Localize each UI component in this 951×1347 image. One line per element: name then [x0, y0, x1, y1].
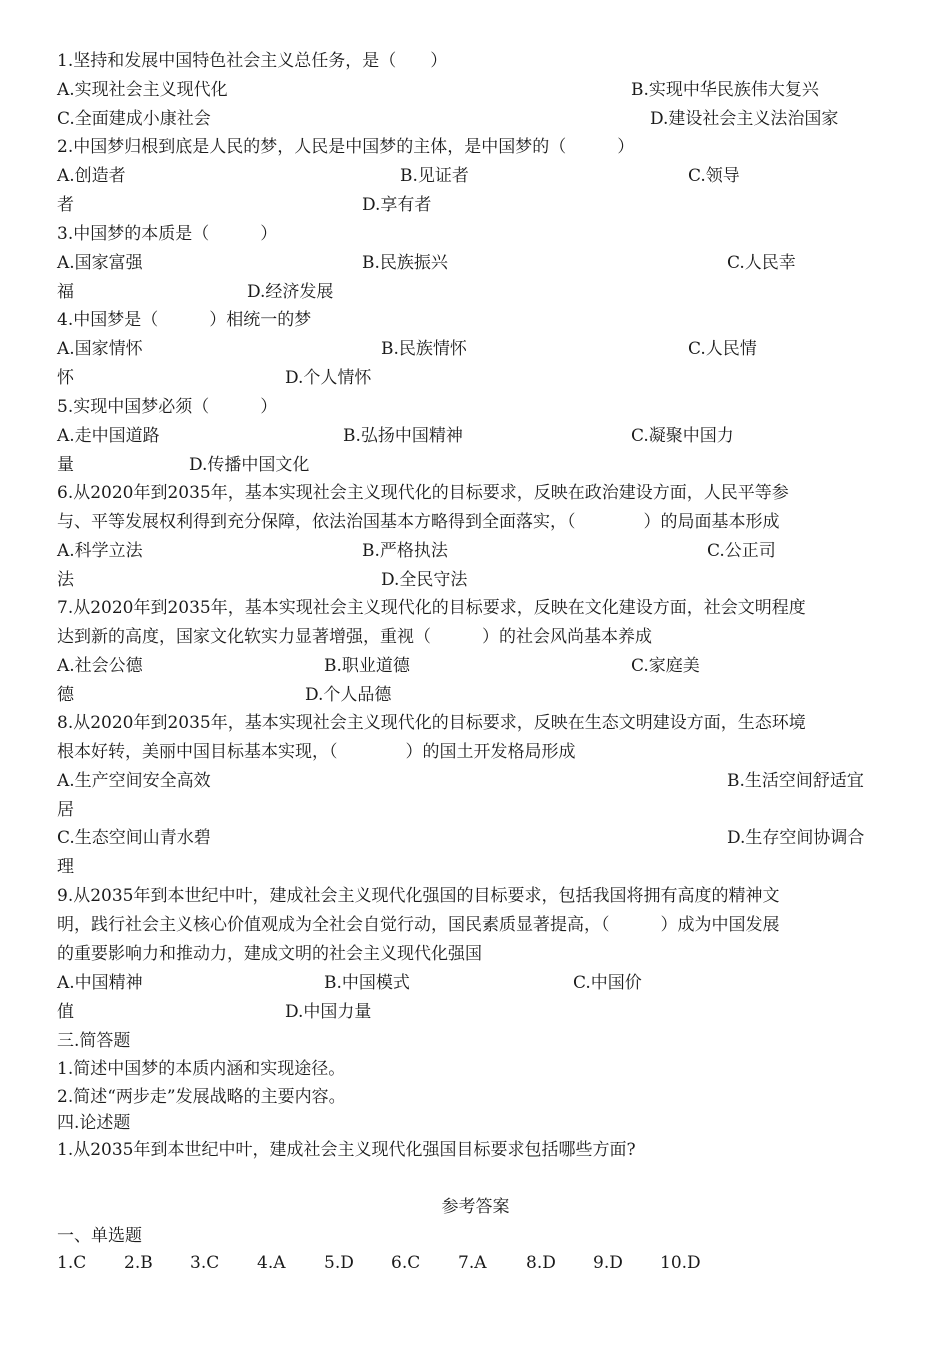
question-6-option-d: D.全民守法 — [381, 570, 468, 590]
answer-item: 10.D — [660, 1253, 701, 1273]
question-4-stem: 4.中国梦是（ ）相统一的梦 — [57, 310, 312, 330]
question-8-option-a: A.生产空间安全高效 — [57, 771, 211, 791]
question-7-option-b: B.职业道德 — [324, 656, 410, 676]
question-6-option-a: A.科学立法 — [57, 541, 143, 561]
answer-item: 9.D — [593, 1253, 623, 1273]
question-2-option-c: C.领导 — [688, 166, 740, 186]
question-3-option-b: B.民族振兴 — [362, 253, 448, 273]
answer-item: 5.D — [324, 1253, 354, 1273]
answer-item: 1.C — [57, 1253, 87, 1273]
question-1-option-d: D.建设社会主义法治国家 — [650, 109, 839, 129]
answer-item: 2.B — [124, 1253, 153, 1273]
question-2-option-b: B.见证者 — [400, 166, 469, 186]
question-1-option-c: C.全面建成小康社会 — [57, 109, 211, 129]
answers-title: 参考答案 — [441, 1197, 510, 1217]
question-5-option-c-wrap: 量 — [57, 455, 74, 475]
question-6-option-b: B.严格执法 — [362, 541, 448, 561]
question-8-option-b-wrap: 居 — [57, 800, 74, 820]
question-2-option-a: A.创造者 — [57, 166, 126, 186]
answer-item: 3.C — [190, 1253, 220, 1273]
question-3-option-d: D.经济发展 — [247, 282, 334, 302]
question-2-option-c-wrap: 者 — [57, 195, 74, 215]
question-6-stem-line-1: 6.从2020年到2035年，基本实现社会主义现代化的目标要求，反映在政治建设方面，人民平等参 — [57, 483, 789, 503]
question-6-option-c-wrap: 法 — [57, 570, 74, 590]
question-4-option-b: B.民族情怀 — [381, 339, 467, 359]
question-5-option-b: B.弘扬中国精神 — [343, 426, 463, 446]
essay-heading: 四.论述题 — [57, 1113, 131, 1133]
question-3-stem: 3.中国梦的本质是（ ） — [57, 224, 278, 244]
answers-heading: 一、单选题 — [57, 1226, 142, 1246]
question-8-option-d-wrap: 理 — [57, 857, 74, 877]
question-4-option-c-wrap: 怀 — [57, 368, 74, 388]
question-4-option-a: A.国家情怀 — [57, 339, 143, 359]
essay-item-1: 1.从2035年到本世纪中叶，建成社会主义现代化强国目标要求包括哪些方面? — [57, 1140, 636, 1160]
question-9-stem-line-1: 9.从2035年到本世纪中叶，建成社会主义现代化强国的目标要求，包括我国将拥有高度的精神文 — [57, 886, 780, 906]
question-5-option-c: C.凝聚中国力 — [631, 426, 734, 446]
answer-item: 8.D — [526, 1253, 556, 1273]
question-5-stem: 5.实现中国梦必须（ ） — [57, 397, 278, 417]
question-7-option-c-wrap: 德 — [57, 685, 74, 705]
question-6-stem-line-2: 与、平等发展权利得到充分保障，依法治国基本方略得到全面落实，（ ）的局面基本形成 — [57, 512, 780, 532]
question-7-stem-line-1: 7.从2020年到2035年，基本实现社会主义现代化的目标要求，反映在文化建设方面，社会文明程度 — [57, 598, 806, 618]
question-7-option-d: D.个人品德 — [305, 685, 392, 705]
question-8-option-b: B.生活空间舒适宜 — [727, 771, 864, 791]
question-3-option-a: A.国家富强 — [57, 253, 143, 273]
question-9-stem-line-2: 明，践行社会主义核心价值观成为全社会自觉行动，国民素质显著提高，（ ）成为中国发展 — [57, 915, 780, 935]
question-7-option-a: A.社会公德 — [57, 656, 143, 676]
question-9-option-d: D.中国力量 — [285, 1002, 372, 1022]
question-9-option-c-wrap: 值 — [57, 1002, 74, 1022]
question-5-option-d: D.传播中国文化 — [189, 455, 310, 475]
question-4-option-c: C.人民情 — [688, 339, 757, 359]
question-8-option-c: C.生态空间山青水碧 — [57, 828, 211, 848]
question-5-option-a: A.走中国道路 — [57, 426, 160, 446]
question-8-option-d: D.生存空间协调合 — [727, 828, 865, 848]
question-3-option-c: C.人民幸 — [727, 253, 796, 273]
question-9-stem-line-3: 的重要影响力和推动力，建成文明的社会主义现代化强国 — [57, 944, 482, 964]
short-answer-heading: 三.简答题 — [57, 1031, 131, 1051]
question-9-option-a: A.中国精神 — [57, 973, 143, 993]
answer-item: 6.C — [391, 1253, 421, 1273]
question-2-option-d: D.享有者 — [362, 195, 432, 215]
question-3-option-c-wrap: 福 — [57, 282, 74, 302]
short-answer-item-1: 1.简述中国梦的本质内涵和实现途径。 — [57, 1059, 346, 1079]
answer-item: 4.A — [257, 1253, 286, 1273]
question-9-option-b: B.中国模式 — [324, 973, 410, 993]
question-8-stem-line-2: 根本好转，美丽中国目标基本实现，（ ）的国土开发格局形成 — [57, 742, 576, 762]
question-1-stem: 1.坚持和发展中国特色社会主义总任务，是（ ） — [57, 51, 448, 71]
question-7-stem-line-2: 达到新的高度，国家文化软实力显著增强，重视（ ）的社会风尚基本养成 — [57, 627, 652, 647]
question-1-option-a: A.实现社会主义现代化 — [57, 80, 228, 100]
question-9-option-c: C.中国价 — [573, 973, 642, 993]
short-answer-item-2: 2.简述“两步走”发展战略的主要内容。 — [57, 1087, 346, 1107]
question-4-option-d: D.个人情怀 — [285, 368, 372, 388]
question-8-stem-line-1: 8.从2020年到2035年，基本实现社会主义现代化的目标要求，反映在生态文明建设方面，生态环境 — [57, 713, 806, 733]
answer-item: 7.A — [458, 1253, 487, 1273]
question-2-stem: 2.中国梦归根到底是人民的梦，人民是中国梦的主体，是中国梦的（ ） — [57, 137, 635, 157]
question-6-option-c: C.公正司 — [707, 541, 776, 561]
question-7-option-c: C.家庭美 — [631, 656, 700, 676]
question-1-option-b: B.实现中华民族伟大复兴 — [631, 80, 819, 100]
